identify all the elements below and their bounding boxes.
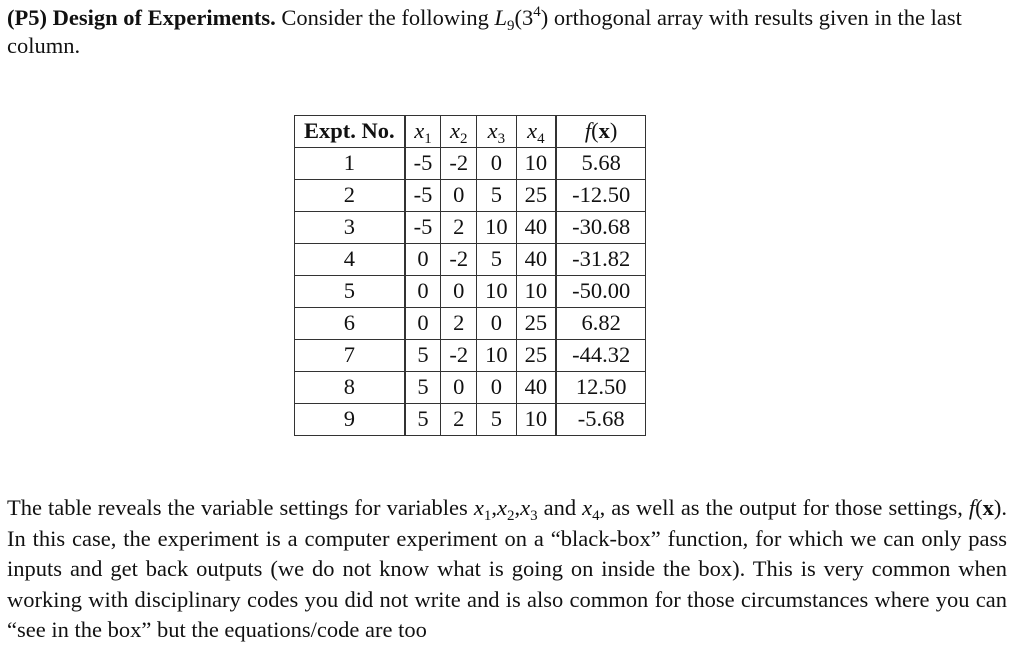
orthogonal-array-table [294, 115, 646, 436]
cell-fx: 12.50 [556, 372, 646, 404]
cell-x2: 2 [441, 212, 477, 244]
table-row [295, 276, 646, 308]
table-row [295, 308, 646, 340]
cell-x3: 0 [477, 308, 517, 340]
cell-x3: 5 [477, 244, 517, 276]
array-notation: $L_9$ [494, 5, 515, 34]
cell-x1: 5 [405, 404, 441, 436]
cell-x2: 0 [441, 180, 477, 212]
header-expt-no: Expt. No. [295, 116, 405, 148]
cell-fx: -31.82 [556, 244, 646, 276]
array-arg: $(3^4)$ [514, 4, 549, 30]
cell-expt: 1 [295, 148, 405, 180]
cell-x3: 0 [477, 372, 517, 404]
table-row [295, 244, 646, 276]
cell-x3: 5 [477, 404, 517, 436]
cell-expt: 9 [295, 404, 405, 436]
header-x2: $x_2$ [441, 116, 477, 148]
cell-fx: -50.00 [556, 276, 646, 308]
cell-fx: -44.32 [556, 340, 646, 372]
cell-fx: -5.68 [556, 404, 646, 436]
cell-expt: 8 [295, 372, 405, 404]
cell-x3: 0 [477, 148, 517, 180]
cell-expt: 6 [295, 308, 405, 340]
table-row [295, 340, 646, 372]
cell-x1: 5 [405, 372, 441, 404]
cell-x4: 40 [516, 212, 556, 244]
cell-x4: 10 [516, 148, 556, 180]
cell-x4: 10 [516, 404, 556, 436]
cell-x1: 0 [405, 308, 441, 340]
cell-fx: -12.50 [556, 180, 646, 212]
cell-fx: 6.82 [556, 308, 646, 340]
table-row [295, 180, 646, 212]
cell-fx: 5.68 [556, 148, 646, 180]
cell-fx: -30.68 [556, 212, 646, 244]
explanation-paragraph: The table reveals the variable settings for variables $x_1,x_2,x_3$ and $x_4$, as well as the output for those settings, f(x). In this case, the experiment is a computer experiment on a “black-box” function, for which we can only pass inputs and get back outputs (we do not know what is going on inside the box). This is very common when working with disciplinary codes you did not write and is also common for those circumstances where you can “see in the box” but the equations/code are too [7, 495, 1007, 642]
header-x4: $x_4$ [516, 116, 556, 148]
cell-x2: -2 [441, 340, 477, 372]
cell-x4: 25 [516, 340, 556, 372]
cell-x2: 0 [441, 372, 477, 404]
table-row [295, 148, 646, 180]
cell-x4: 40 [516, 244, 556, 276]
cell-x1: 0 [405, 276, 441, 308]
header-x1: $x_1$ [405, 116, 441, 148]
cell-x3: 10 [477, 276, 517, 308]
table-row [295, 372, 646, 404]
cell-x2: 2 [441, 404, 477, 436]
problem-label: (P5) Design of Experiments. [7, 5, 276, 30]
table-row [295, 404, 646, 436]
table-header-row [295, 116, 646, 148]
cell-expt: 3 [295, 212, 405, 244]
cell-x1: -5 [405, 148, 441, 180]
cell-x2: 2 [441, 308, 477, 340]
cell-expt: 7 [295, 340, 405, 372]
table-row [295, 212, 646, 244]
cell-expt: 2 [295, 180, 405, 212]
cell-x3: 10 [477, 340, 517, 372]
cell-x4: 10 [516, 276, 556, 308]
cell-x3: 10 [477, 212, 517, 244]
cell-x1: 0 [405, 244, 441, 276]
intro-text-after: orthogonal array with results given in the last column. [7, 5, 962, 58]
cell-x4: 25 [516, 180, 556, 212]
header-x3: $x_3$ [477, 116, 517, 148]
problem-intro [7, 4, 1007, 60]
cell-x2: -2 [441, 244, 477, 276]
cell-x4: 40 [516, 372, 556, 404]
cell-x2: 0 [441, 276, 477, 308]
intro-text-before: Consider the following [275, 5, 495, 30]
cell-x4: 25 [516, 308, 556, 340]
cell-x1: -5 [405, 180, 441, 212]
cell-expt: 5 [295, 276, 405, 308]
cell-x2: -2 [441, 148, 477, 180]
cell-x3: 5 [477, 180, 517, 212]
cell-x1: 5 [405, 340, 441, 372]
cell-expt: 4 [295, 244, 405, 276]
cell-x1: -5 [405, 212, 441, 244]
header-fx: f(x) [556, 116, 646, 148]
